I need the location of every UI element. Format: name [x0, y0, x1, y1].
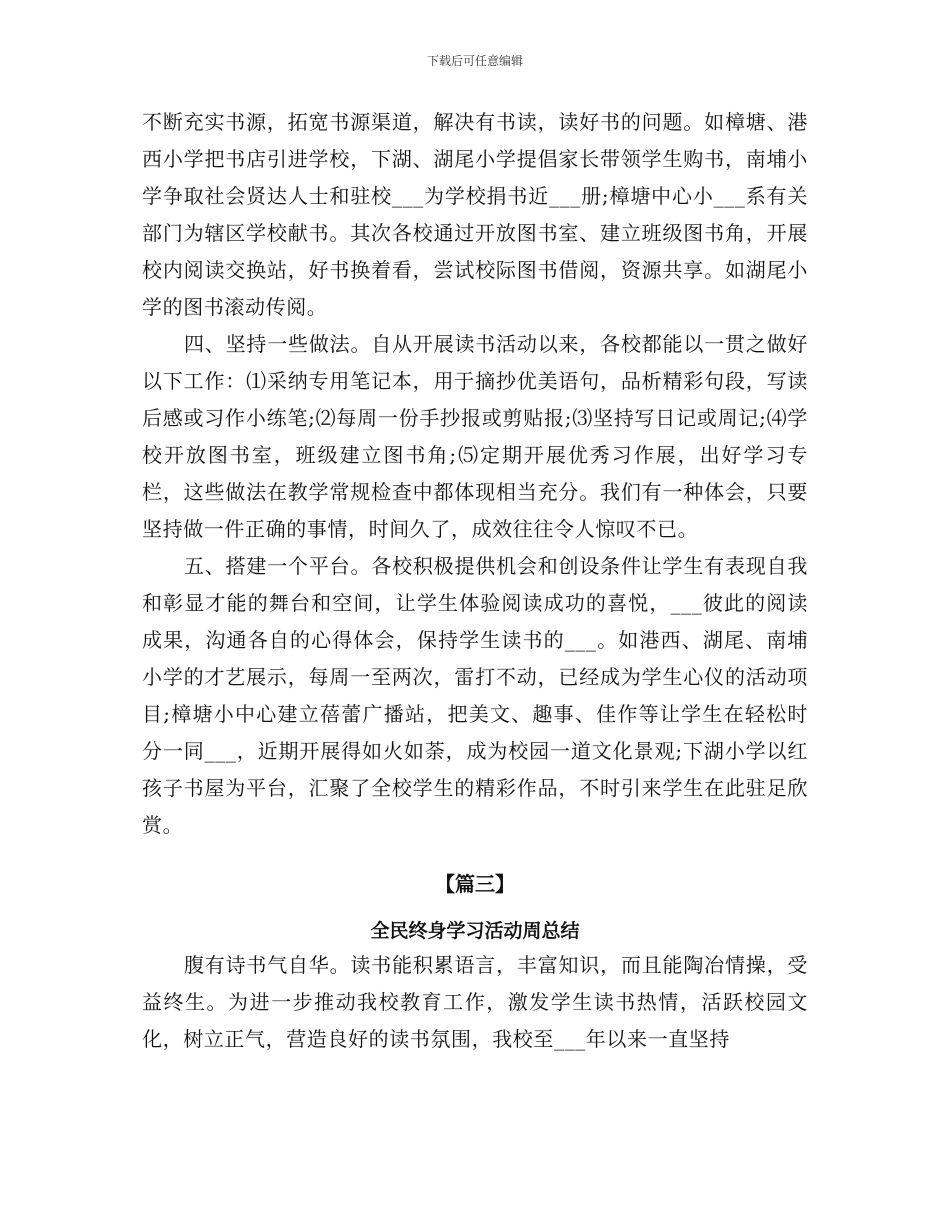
- paragraph-build-platform: 五、搭建一个平台。各校积极提供机会和创设条件让学生有表现自我和彰显才能的舞台和空间，让学生体验阅读成功的喜悦，___彼此的阅读成果，沟通各自的心得体会，保持学生读书的___。如港西、湖尾、南埔小学的才艺展示，每周一至两次，雷打不动，已经成为学生心仪的活动项目;樟塘小中心建立蓓蕾广播站，把美文、趣事、佳作等让学生在轻松时分一同___，近期开展得如火如荼，成为校园一道文化景观;下湖小学以红孩子书屋为平台，汇聚了全校学生的精彩作品，不时引来学生在此驻足欣赏。: [142, 554, 808, 837]
- section-title: 全民终身学习活动周总结: [370, 920, 580, 942]
- section-label: 【篇三】: [435, 872, 515, 896]
- paragraph-intro: 腹有诗书气自华。读书能积累语言，丰富知识，而且能陶冶情操，受益终生。为进一步推动我校教育工作，激发学生读书热情，活跃校园文化，树立正气，营造良好的读书氛围，我校至___年以来一直坚持: [142, 953, 808, 1051]
- paragraph-book-sources: 不断充实书源，拓宽书源渠道，解决有书读，读好书的问题。如樟塘、港西小学把书店引进学校，下湖、湖尾小学提倡家长带领学生购书，南埔小学争取社会贤达人士和驻校___为学校捐书近___册;樟塘中心小___系有关部门为辖区学校献书。其次各校通过开放图书室、建立班级图书角，开展校内阅读交换站，好书换着看，尝试校际图书借阅，资源共享。如湖尾小学的图书滚动传阅。: [142, 110, 808, 319]
- document-body: [142, 104, 808, 1058]
- paragraph-persist-practices: 四、坚持一些做法。自从开展读书活动以来，各校都能以一贯之做好以下工作：⑴采纳专用笔记本，用于摘抄优美语句，品析精彩句段，写读后感或习作小练笔;⑵每周一份手抄报或剪贴报;⑶坚持写日记或周记;⑷学校开放图书室，班级建立图书角;⑸定期开展优秀习作展，出好学习专栏，这些做法在教学常规检查中都体现相当充分。我们有一种体会，只要坚持做一件正确的事情，时间久了，成效往往令人惊叹不已。: [142, 332, 808, 541]
- page-header: 下载后可任意编辑: [426, 54, 523, 68]
